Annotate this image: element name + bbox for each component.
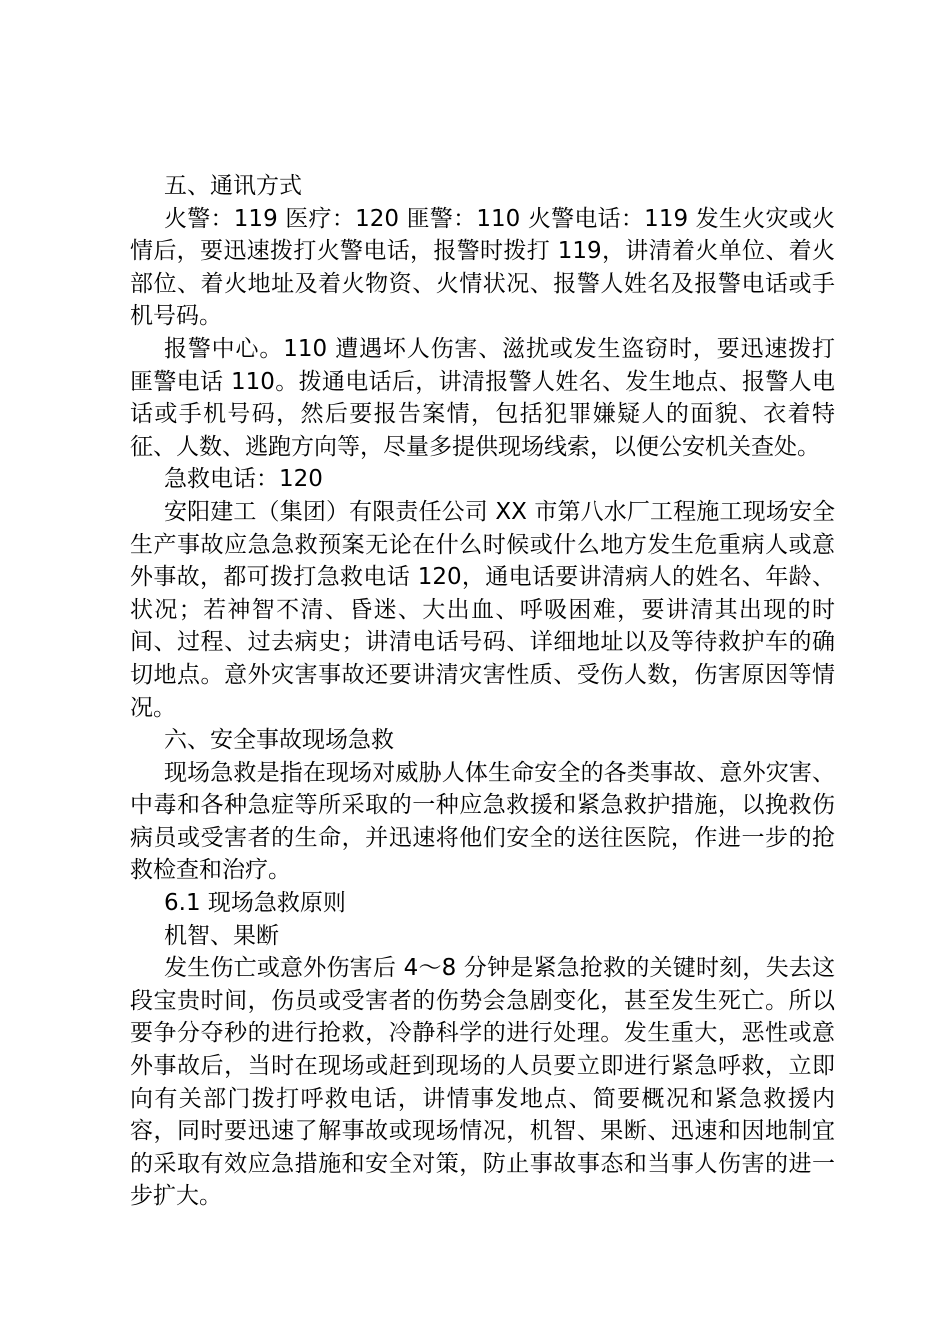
document-page xyxy=(130,170,835,1213)
paragraph-emergency-phone: 急救电话：120 xyxy=(164,466,323,493)
section-heading-communication: 五、通讯方式 xyxy=(164,173,302,199)
subsection-heading-decisive: 机智、果断 xyxy=(164,922,279,949)
paragraph-first-aid-definition: 现场急救是指在现场对威胁人体生命安全的各类事故、意外灾害、中毒和各种急症等所采取的一种应急救援和紧急救护措施，以挽救伤病员或受害者的生命，并迅速将他们安全的送往医院，作进一步的抢救检查和治疗。 xyxy=(130,759,835,884)
subsection-heading-principles: 6.1 现场急救原则 xyxy=(164,890,346,917)
paragraph-police-alarm: 报警中心。110 遭遇坏人伤害、滋扰或发生盗窃时，要迅速拨打匪警电话 110。拨通电话后，讲清报警人姓名、发生地点、报警人电话或手机号码，然后要报告案情，包括犯罪嫌疑人的面貌、衣着特征、人数、逃跑方向等，尽量多提供现场线索，以便公安机关查处。 xyxy=(130,335,835,460)
section-heading-first-aid: 六、安全事故现场急救 xyxy=(164,727,394,754)
paragraph-emergency-call-details: 安阳建工（集团）有限责任公司 XX 市第八水厂工程施工现场安全生产事故应急急救预案无论在什么时候或什么地方发生危重病人或意外事故，都可拨打急救电话 120，通电话要讲清病人的姓名、年龄、状况；若神智不清、昏迷、大出血、呼吸困难，要讲清其出现的时间、过程、过去病史；讲清电话号码、详细地址以及等待救护车的确切地点。意外灾害事故还要讲清灾害性质、受伤人数，伤害原因等情况。 xyxy=(130,498,835,721)
paragraph-critical-time: 发生伤亡或意外伤害后 4～8 分钟是紧急抢救的关键时刻，失去这段宝贵时间，伤员或受害者的伤势会急剧变化，甚至发生死亡。所以要争分夺秒的进行抢救，冷静科学的进行处理。发生重大，恶性或意外事故后，当时在现场或赶到现场的人员要立即进行紧急呼救，立即向有关部门拨打呼救电话，讲情事发地点、简要概况和紧急救援内容，同时要迅速了解事故或现场情况，机智、果断、迅速和因地制宜的采取有效应急措施和安全对策，防止事故事态和当事人伤害的进一步扩大。 xyxy=(130,955,835,1210)
paragraph-fire-alarm: 火警：119 医疗：120 匪警：110 火警电话：119 发生火灾或火情后，要迅速拨打火警电话，报警时拨打 119，讲清着火单位、着火部位、着火地址及着火物资、火情状况、报警人姓名及报警电话或手机号码。 xyxy=(130,205,835,330)
